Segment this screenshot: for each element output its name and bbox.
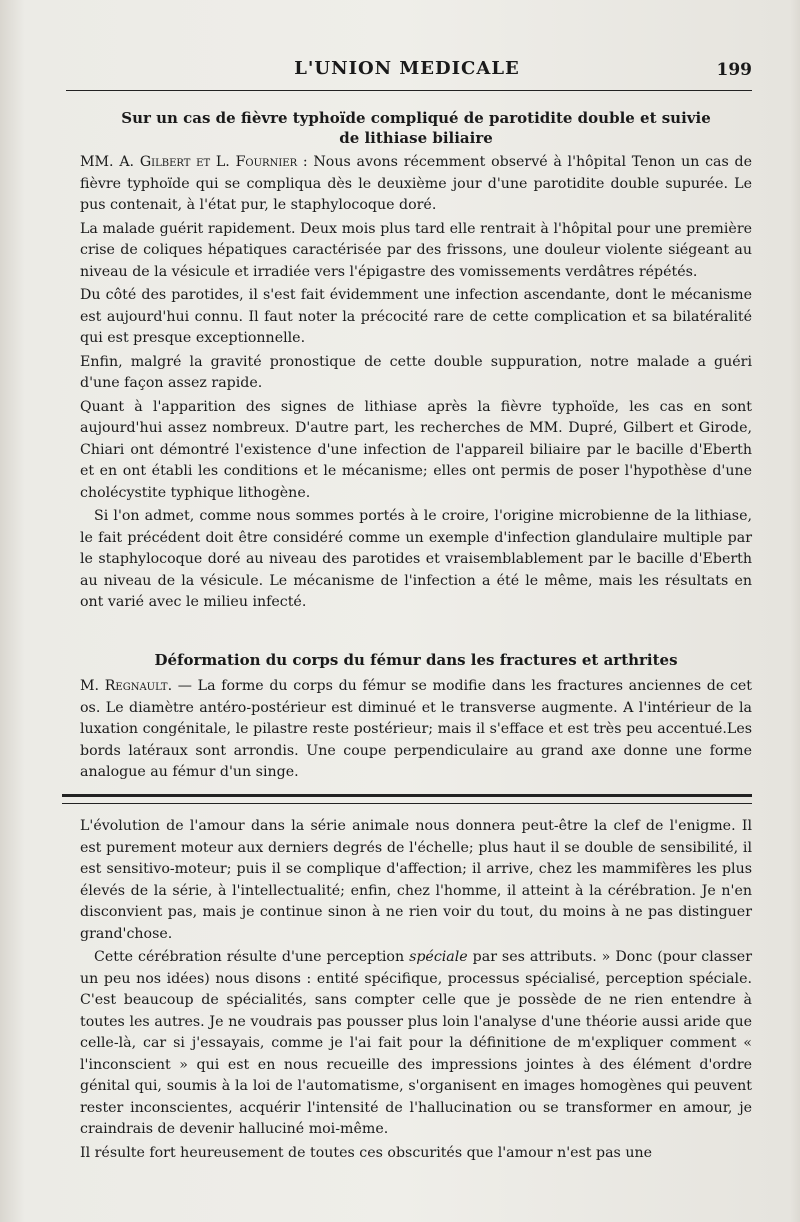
journal-title: L'UNION MEDICALE	[294, 58, 520, 79]
article1-p3: Du côté des parotides, il s'est fait évidemment une infection ascendante, dont le mécanisme est aujourd'hui connu. Il faut noter la précocité rare de cette complication et sa bilatéralité qui est presque exceptionnelle.	[80, 287, 752, 346]
article1-paragraph	[80, 152, 752, 217]
article1-p1: Nous avons récemment observé à l'hôpital Tenon un cas de fièvre typhoïde qui se compliqua dès le deuxième jour d'une parotidite double supurée. Le pus contenait, à l'état pur, le staphylocoque doré.	[80, 154, 753, 213]
article3-p2-start: Cette cérébration résulte d'une perception	[94, 949, 405, 965]
article3-body	[80, 816, 752, 1166]
article3-p2	[80, 947, 752, 1141]
article3-emphasis: spéciale	[409, 949, 468, 965]
article2-author: M. Regnault. —	[80, 678, 192, 694]
page-number: 199	[716, 60, 752, 80]
article2-body	[80, 676, 752, 786]
article2-paragraph	[80, 676, 752, 784]
header-rule	[66, 90, 752, 91]
article1-authors: MM. A. Gilbert et L. Fournier :	[80, 154, 308, 170]
article3-p1: L'évolution de l'amour dans la série animale nous donnera peut-être la clef de l'enigme. Il est purement moteur aux derniers degrés de l'échelle; plus haut il se double de sensibilité, il est sensitivo-moteur; puis il se complique d'affection; il arrive, chez les mammifères les plus élevés de la série, à l'intellectualité; enfin, chez l'homme, il atteint à la cérébration. Je n'en disconvient pas, mais je continue sinon à ne rien voir du tout, du moins à ne pas distinguer grand'chose.	[80, 818, 752, 942]
article1-p4: Enfin, malgré la gravité pronostique de cette double suppuration, notre malade a guéri d'une façon assez rapide.	[80, 353, 752, 391]
article2-title: Déformation du corps du fémur dans les fractures et arthrites	[154, 651, 678, 669]
article2-p1: La forme du corps du fémur se modifie dans les fractures anciennes de cet os. Le diamètre antéro-postérieur est diminué et le transverse augmente. A l'intérieur de la luxation congénitale, le pilastre reste postérieur; mais il s'efface et est très peu accentué.Les bords latéraux sont arrondis. Une coupe perpendiculaire au grand axe donne une forme analogue au fémur d'un singe.	[80, 678, 752, 780]
article1-title-line1: Sur un cas de fièvre typhoïde compliqué de parotidite double et suivie	[121, 109, 711, 127]
article3-p2-end: par ses attributs. » Donc (pour classer un peu nos idées) nous disons : entité spécifique, processus spécialisé, perception spéciale. C'est beaucoup de spécialités, sans compter celle que je possède de ne rien entendre à toutes les autres. Je ne voudrais pas pousser plus loin l'analyse d'une théorie aussi aride que celle-là, car si j'essayais, comme je l'ai fait pour la définitione de m'expliquer comment « l'inconscient » qui est en nous recueille des impressions jointes à des élément d'ordre génital qui, soumis à la loi de l'automatisme, s'organisent en images homogènes qui peuvent rester inconscientes, acquérir l'intensité de l'hallucination ou se transformer en amour, je craindrais de devenir halluciné moi-même.	[80, 949, 752, 1137]
section-divider	[62, 794, 752, 804]
article1-title	[80, 108, 752, 148]
article1-p5: Quant à l'apparition des signes de lithiase après la fièvre typhoïde, les cas en sont aujourd'hui assez nombreux. D'autre part, les recherches de MM. Dupré, Gilbert et Girode, Chiari ont démontré l'existence d'une infection de l'appareil biliaire par le bacille d'Eberth et en ont établi les conditions et le mécanisme; elles ont permis de poser l'hypothèse d'une cholécystite typhique lithogène.	[80, 398, 752, 501]
article1-title-line2: de lithiase biliaire	[339, 129, 493, 147]
article1-p6: Si l'on admet, comme nous sommes portés à le croire, l'origine microbienne de la lithiase, le fait précédent doit être considéré comme un exemple d'infection glandulaire multiple par le staphylocoque doré au niveau des parotides et vraisemblablement par le bacille d'Eberth au niveau de la vésicule. Le mécanisme de l'infection a été le même, mais les résultats en ont varié avec le milieu infecté.	[80, 508, 752, 610]
running-header	[62, 58, 752, 86]
article1-body	[80, 152, 752, 616]
article3-p3: Il résulte fort heureusement de toutes ces obscurités que l'amour n'est pas une	[80, 1144, 652, 1161]
article1-p2: La malade guérit rapidement. Deux mois plus tard elle rentrait à l'hôpital pour une première crise de coliques hépatiques caractérisée par des frissons, une douleur violente siégeant au niveau de la vésicule et irradiée vers l'épigastre des vomissements verdâtres répétés.	[80, 220, 752, 280]
